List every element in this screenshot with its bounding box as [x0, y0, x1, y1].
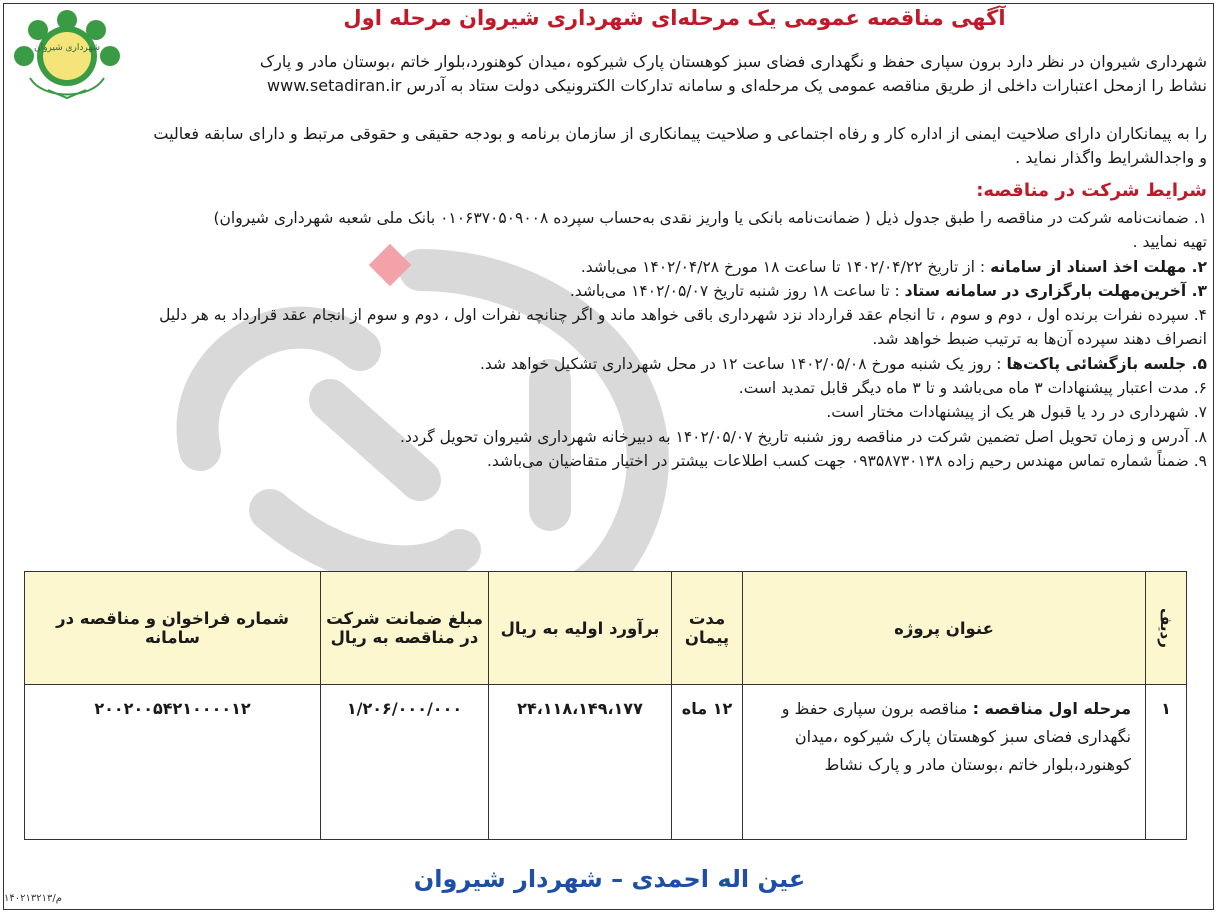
- condition-item: ۸. آدرس و زمان تحویل اصل تضمین شرکت در مناقصه روز شنبه تاریخ ۱۴۰۲/۰۵/۰۷ به دبیرخانه شهرداری شیروان تحویل گردد.: [400, 427, 1207, 446]
- header-project-title: عنوان پروژه: [743, 572, 1146, 685]
- svg-text:شهرداری شیروان: شهرداری شیروان: [33, 43, 101, 53]
- header-duration: مدت پیمان: [672, 572, 743, 685]
- intro-line: و واجدالشرایط واگذار نماید .: [1015, 148, 1207, 167]
- condition-item: ۹. ضمناً شماره تماس مهندس رحیم زاده ۰۹۳۵۸۷۳۰۱۳۸ جهت کسب اطلاعات بیشتر در اختیار متقاضیان می‌باشد.: [486, 451, 1207, 470]
- cell-project-title: مرحله اول مناقصه : مناقصه برون سپاری حفظ و نگهداری فضای سبز کوهستان پارک شیرکوه ،میدان کوهنورد،بلوار خاتم ،بوستان مادر و پارک نشاط: [743, 685, 1146, 840]
- condition-item: ۴. سپرده نفرات برنده اول ، دوم و سوم ، تا انجام عقد قرارداد نزد شهرداری باقی خواهد ماند و اگر چنانچه نفرات اول ، دوم و سوم از انجام عقد قرارداد به هر دلیل: [159, 306, 1207, 325]
- cell-initial-estimate: ۲۴،۱۱۸،۱۴۹،۱۷۷: [489, 685, 672, 840]
- conditions-list: [12, 206, 1207, 473]
- cell-guarantee-amount: ۱/۲۰۶/۰۰۰/۰۰۰: [321, 685, 489, 840]
- table-header-row: [25, 572, 1187, 685]
- notice-code: ۱۴۰۲۱۳۲۱۳/م: [4, 893, 62, 904]
- header-initial-estimate: برآورد اولیه به ریال: [489, 572, 672, 685]
- condition-item: انصراف دهند سپرده آن‌ها به ترتیب ضبط خواهد شد.: [872, 330, 1207, 349]
- condition-item: تهیه نمایید .: [1132, 233, 1207, 252]
- header-row-number: ردیف: [1146, 572, 1187, 685]
- table-row: [25, 685, 1187, 840]
- condition-item: ۵. جلسه بازگشائی پاکت‌ها : روز یک شنبه مورخ ۱۴۰۲/۰۵/۰۸ ساعت ۱۲ در محل شهرداری تشکیل خواهد شد.: [479, 354, 1207, 373]
- header-tender-number: شماره فراخوان و مناقصه در سامانه: [25, 572, 321, 685]
- condition-item: ۳. آخرین‌مهلت بارگزاری در سامانه ستاد : تا ساعت ۱۸ روز شنبه تاریخ ۱۴۰۲/۰۵/۰۷ می‌باشد.: [569, 281, 1207, 300]
- condition-item: ۱. ضمانت‌نامه شرکت در مناقصه را طبق جدول ذیل ( ضمانت‌نامه بانکی یا واریز نقدی به‌حساب سپرده ۰۱۰۶۳۷۰۵۰۹۰۰۸ بانک ملی شعبه شهرداری شیروان): [213, 209, 1207, 227]
- intro-paragraph-bottom: [12, 122, 1207, 170]
- intro-line: شهرداری شیروان در نظر دارد برون سپاری حفظ و نگهداری فضای سبز کوهستان پارک شیرکوه ،میدان کوهنورد،بلوار خاتم ،بوستان مادر و پارک: [259, 52, 1207, 71]
- cell-tender-number: ۲۰۰۲۰۰۵۴۲۱۰۰۰۰۱۲: [25, 685, 321, 840]
- notice-title: آگهی مناقصه عمومی یک مرحله‌ای شهرداری شیروان مرحله اول: [343, 6, 1006, 30]
- tender-table: [24, 571, 1187, 840]
- cell-row-number: ۱: [1146, 685, 1187, 840]
- intro-line: را به پیمانکاران دارای صلاحیت ایمنی از اداره کار و رفاه اجتماعی و صلاحیت پیمانکاری از سازمان برنامه و بودجه حقیقی و حقوقی مرتبط و دارای سابقه فعالیت: [153, 124, 1207, 143]
- conditions-heading: شرایط شرکت در مناقصه:: [976, 180, 1207, 201]
- condition-item: ۷. شهرداری در رد یا قبول هر یک از پیشنهادات مختار است.: [826, 403, 1207, 422]
- intro-line: نشاط را ازمحل اعتبارات داخلی از طریق مناقصه عمومی یک مرحله‌ای و سامانه تدارکات الکترونیکی دولت ستاد به آدرس www.setadiran.ir: [267, 76, 1207, 95]
- header-guarantee-amount: مبلغ ضمانت شرکت در مناقصه به ریال: [321, 572, 489, 685]
- intro-paragraph-top: [137, 50, 1207, 98]
- condition-item: ۶. مدت اعتبار پیشنهادات ۳ ماه می‌باشد و تا ۳ ماه دیگر قابل تمدید است.: [738, 379, 1207, 398]
- cell-duration: ۱۲ ماه: [672, 685, 743, 840]
- municipality-logo: [8, 8, 126, 106]
- condition-item: ۲. مهلت اخذ اسناد از سامانه : از تاریخ ۱۴۰۲/۰۴/۲۲ تا ساعت ۱۸ مورخ ۱۴۰۲/۰۴/۲۸ می‌باشد.: [580, 257, 1207, 276]
- mayor-signature: عین اله احمدی – شهردار شیروان: [413, 865, 806, 893]
